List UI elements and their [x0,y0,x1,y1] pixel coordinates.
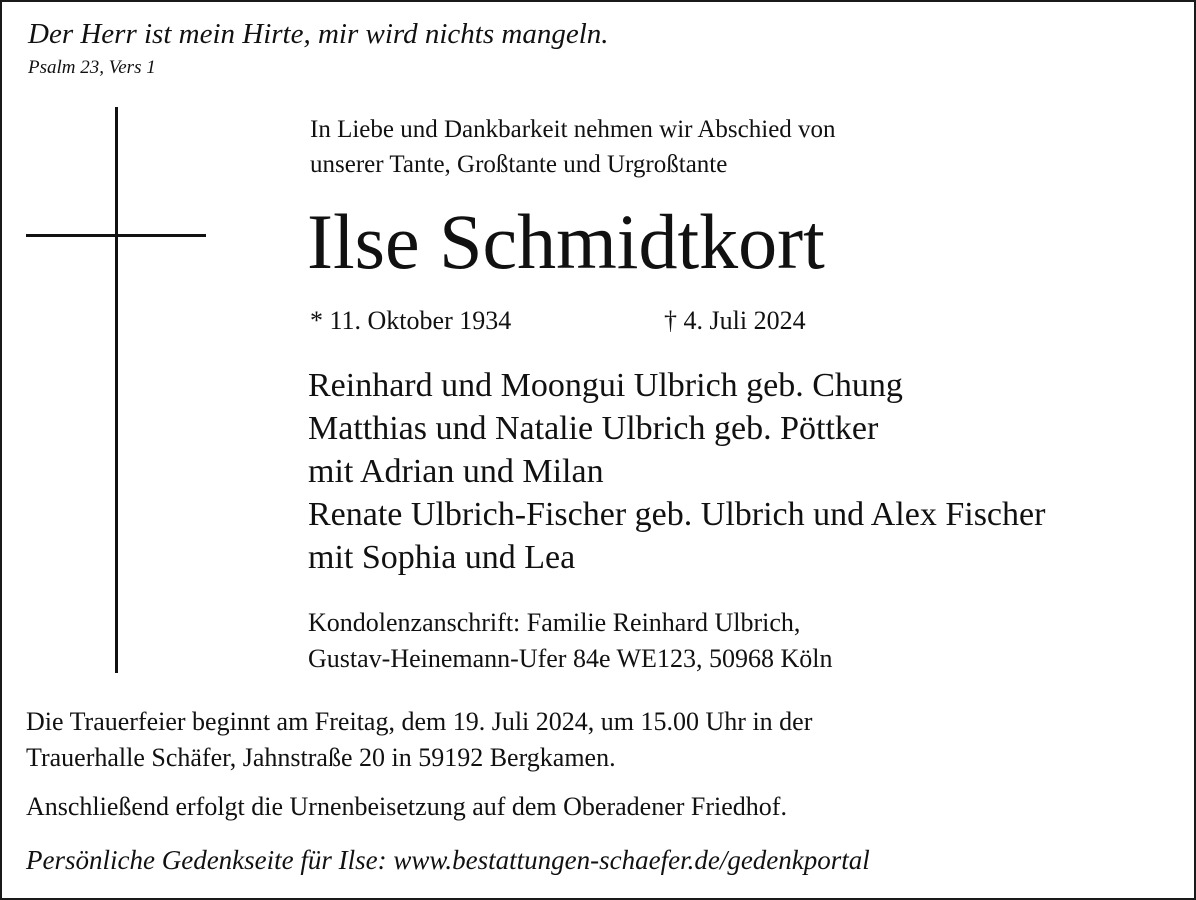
family-list [308,364,1045,579]
memorial-page-link: Persönliche Gedenkseite für Ilse: www.bestattungen-schaefer.de/gedenkportal [26,845,870,875]
birth-date: * 11. Oktober 1934 [310,306,512,335]
family-line: mit Sophia und Lea [308,539,576,576]
condolence-address [308,605,832,677]
death-date: † 4. Juli 2024 [664,306,806,335]
intro-text [310,112,836,182]
address-line-2: Gustav-Heinemann-Ufer 84e WE123, 50968 Köln [308,644,833,673]
intro-line-2: unserer Tante, Großtante und Urgroßtante [310,151,728,178]
family-line: mit Adrian und Milan [308,453,604,490]
motto-source: Psalm 23, Vers 1 [28,57,156,78]
motto-quote: Der Herr ist mein Hirte, mir wird nichts mangeln. [28,18,609,50]
ceremony-info [26,704,812,776]
family-line: Reinhard und Moongui Ulbrich geb. Chung [308,367,903,404]
burial-info: Anschließend erfolgt die Urnenbeisetzung auf dem Oberadener Friedhof. [26,792,787,821]
cross-horizontal-bar [26,234,206,237]
address-line-1: Kondolenzanschrift: Familie Reinhard Ulbrich, [308,608,801,637]
deceased-name: Ilse Schmidtkort [307,198,825,285]
family-line: Matthias und Natalie Ulbrich geb. Pöttker [308,410,879,447]
intro-line-1: In Liebe und Dankbarkeit nehmen wir Abschied von [310,116,836,143]
ceremony-line-1: Die Trauerfeier beginnt am Freitag, dem 19. Juli 2024, um 15.00 Uhr in der [26,707,813,736]
family-line: Renate Ulbrich-Fischer geb. Ulbrich und Alex Fischer [308,496,1046,533]
ceremony-line-2: Trauerhalle Schäfer, Jahnstraße 20 in 59192 Bergkamen. [26,743,616,772]
cross-vertical-bar [115,107,118,673]
